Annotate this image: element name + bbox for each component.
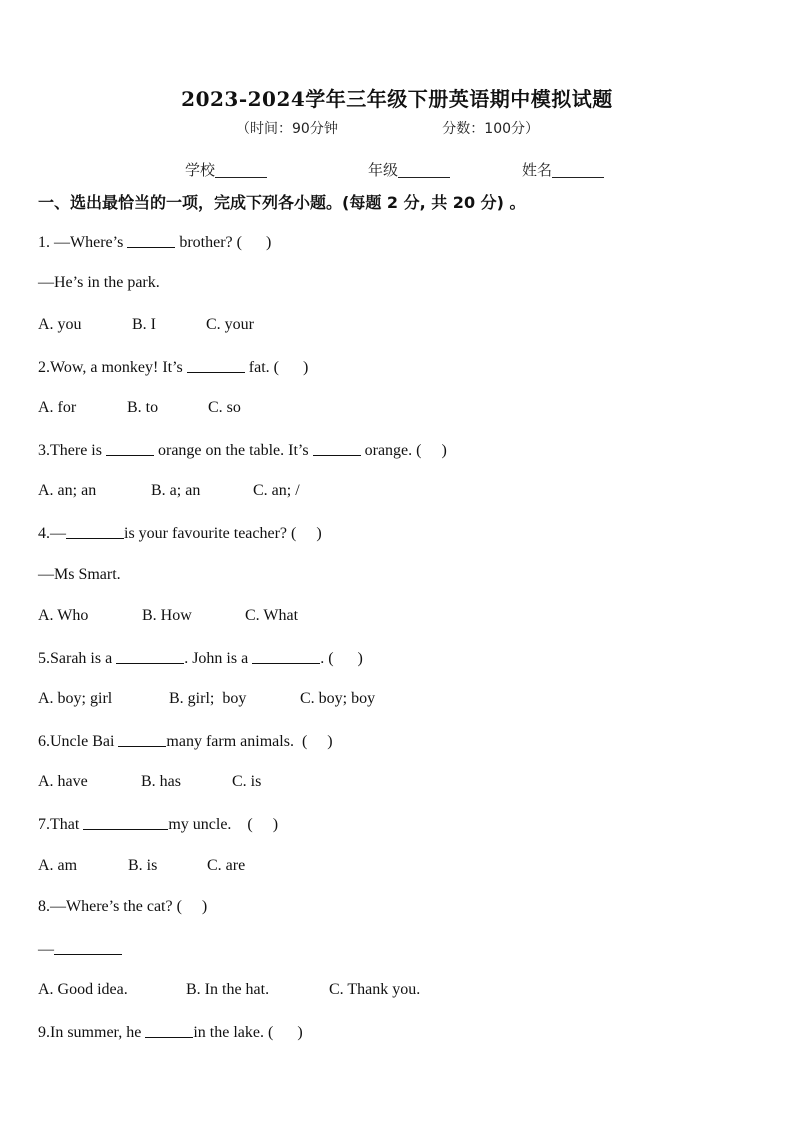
exam-info <box>236 118 539 138</box>
answer-blank[interactable] <box>252 649 320 664</box>
question-1-reply: —He’s in the park. <box>38 274 160 291</box>
option-a[interactable]: A. Good idea. <box>38 981 128 998</box>
name-blank[interactable] <box>552 161 604 178</box>
question-text: orange on the table. It’s <box>153 442 313 459</box>
question-text: . ( ) <box>320 650 363 667</box>
option-a[interactable]: A. you <box>38 316 82 333</box>
question-text: 4.— <box>38 525 66 542</box>
question-text: — <box>38 941 54 958</box>
school-blank[interactable] <box>215 161 267 178</box>
section-heading: 一、选出最恰当的一项，完成下列各小题。(每题 2 分, 共 20 分) 。 <box>38 193 526 212</box>
answer-blank[interactable] <box>145 1023 193 1038</box>
answer-blank[interactable] <box>106 441 154 456</box>
question-1 <box>38 233 271 252</box>
question-2 <box>38 358 308 377</box>
name-field <box>522 159 604 180</box>
question-8: 8.—Where’s the cat? ( ) <box>38 898 208 915</box>
option-c[interactable]: C. your <box>206 316 254 333</box>
question-text: brother? ( ) <box>175 234 272 251</box>
school-label: 学校 <box>185 161 216 179</box>
school-field <box>185 159 267 180</box>
question-4 <box>38 524 322 543</box>
question-text: in the lake. ( ) <box>193 1024 303 1041</box>
question-text: fat. ( ) <box>244 359 309 376</box>
option-c[interactable]: C. so <box>208 399 241 416</box>
option-a[interactable]: A. have <box>38 773 88 790</box>
question-text: 6.Uncle Bai <box>38 733 119 750</box>
option-b[interactable]: B. a; an <box>151 482 201 499</box>
score-info: 分数：100分） <box>442 121 540 137</box>
question-7 <box>38 815 278 834</box>
question-text: 2.Wow, a monkey! It’s <box>38 359 187 376</box>
page-title: 2023-2024学年三年级下册英语期中模拟试题 <box>181 87 613 111</box>
question-6 <box>38 732 333 751</box>
option-c[interactable]: C. an; / <box>253 482 300 499</box>
option-c[interactable]: C. boy; boy <box>300 690 376 707</box>
option-a[interactable]: A. boy; girl <box>38 690 113 707</box>
question-5 <box>38 649 363 668</box>
question-text: is your favourite teacher? ( ) <box>124 525 322 542</box>
option-c[interactable]: C. is <box>232 773 262 790</box>
question-text: 5.Sarah is a <box>38 650 117 667</box>
option-c[interactable]: C. What <box>245 607 299 624</box>
answer-blank[interactable] <box>187 358 245 373</box>
option-c[interactable]: C. are <box>207 857 246 874</box>
answer-blank[interactable] <box>127 233 175 248</box>
question-8-reply <box>38 940 122 959</box>
answer-blank[interactable] <box>116 649 184 664</box>
question-text: orange. ( ) <box>360 442 447 459</box>
option-b[interactable]: B. In the hat. <box>186 981 270 998</box>
time-info: （时间：90分钟 <box>236 121 338 137</box>
answer-blank[interactable] <box>54 940 122 955</box>
question-text: 1. —Where’s <box>38 234 128 251</box>
option-a[interactable]: A. an; an <box>38 482 97 499</box>
grade-blank[interactable] <box>398 161 450 178</box>
answer-blank[interactable] <box>83 815 168 830</box>
option-c[interactable]: C. Thank you. <box>329 981 421 998</box>
question-text: . John is a <box>184 650 253 667</box>
option-b[interactable]: B. How <box>142 607 192 624</box>
option-b[interactable]: B. is <box>128 857 158 874</box>
option-b[interactable]: B. I <box>132 316 156 333</box>
question-text: my uncle. ( ) <box>168 816 279 833</box>
question-text: 3.There is <box>38 442 106 459</box>
option-a[interactable]: A. for <box>38 399 77 416</box>
answer-blank[interactable] <box>66 524 124 539</box>
question-4-reply: —Ms Smart. <box>38 566 121 583</box>
question-text: many farm animals. ( ) <box>166 733 333 750</box>
option-b[interactable]: B. to <box>127 399 159 416</box>
question-9 <box>38 1023 303 1042</box>
question-3 <box>38 441 447 460</box>
name-label: 姓名 <box>522 161 553 179</box>
grade-label: 年级 <box>368 161 399 179</box>
option-b[interactable]: B. girl; boy <box>169 690 247 707</box>
question-text: 9.In summer, he <box>38 1024 146 1041</box>
answer-blank[interactable] <box>118 732 166 747</box>
option-a[interactable]: A. Who <box>38 607 89 624</box>
grade-field <box>368 159 450 180</box>
option-b[interactable]: B. has <box>141 773 181 790</box>
answer-blank[interactable] <box>313 441 361 456</box>
question-text: 7.That <box>38 816 84 833</box>
option-a[interactable]: A. am <box>38 857 78 874</box>
